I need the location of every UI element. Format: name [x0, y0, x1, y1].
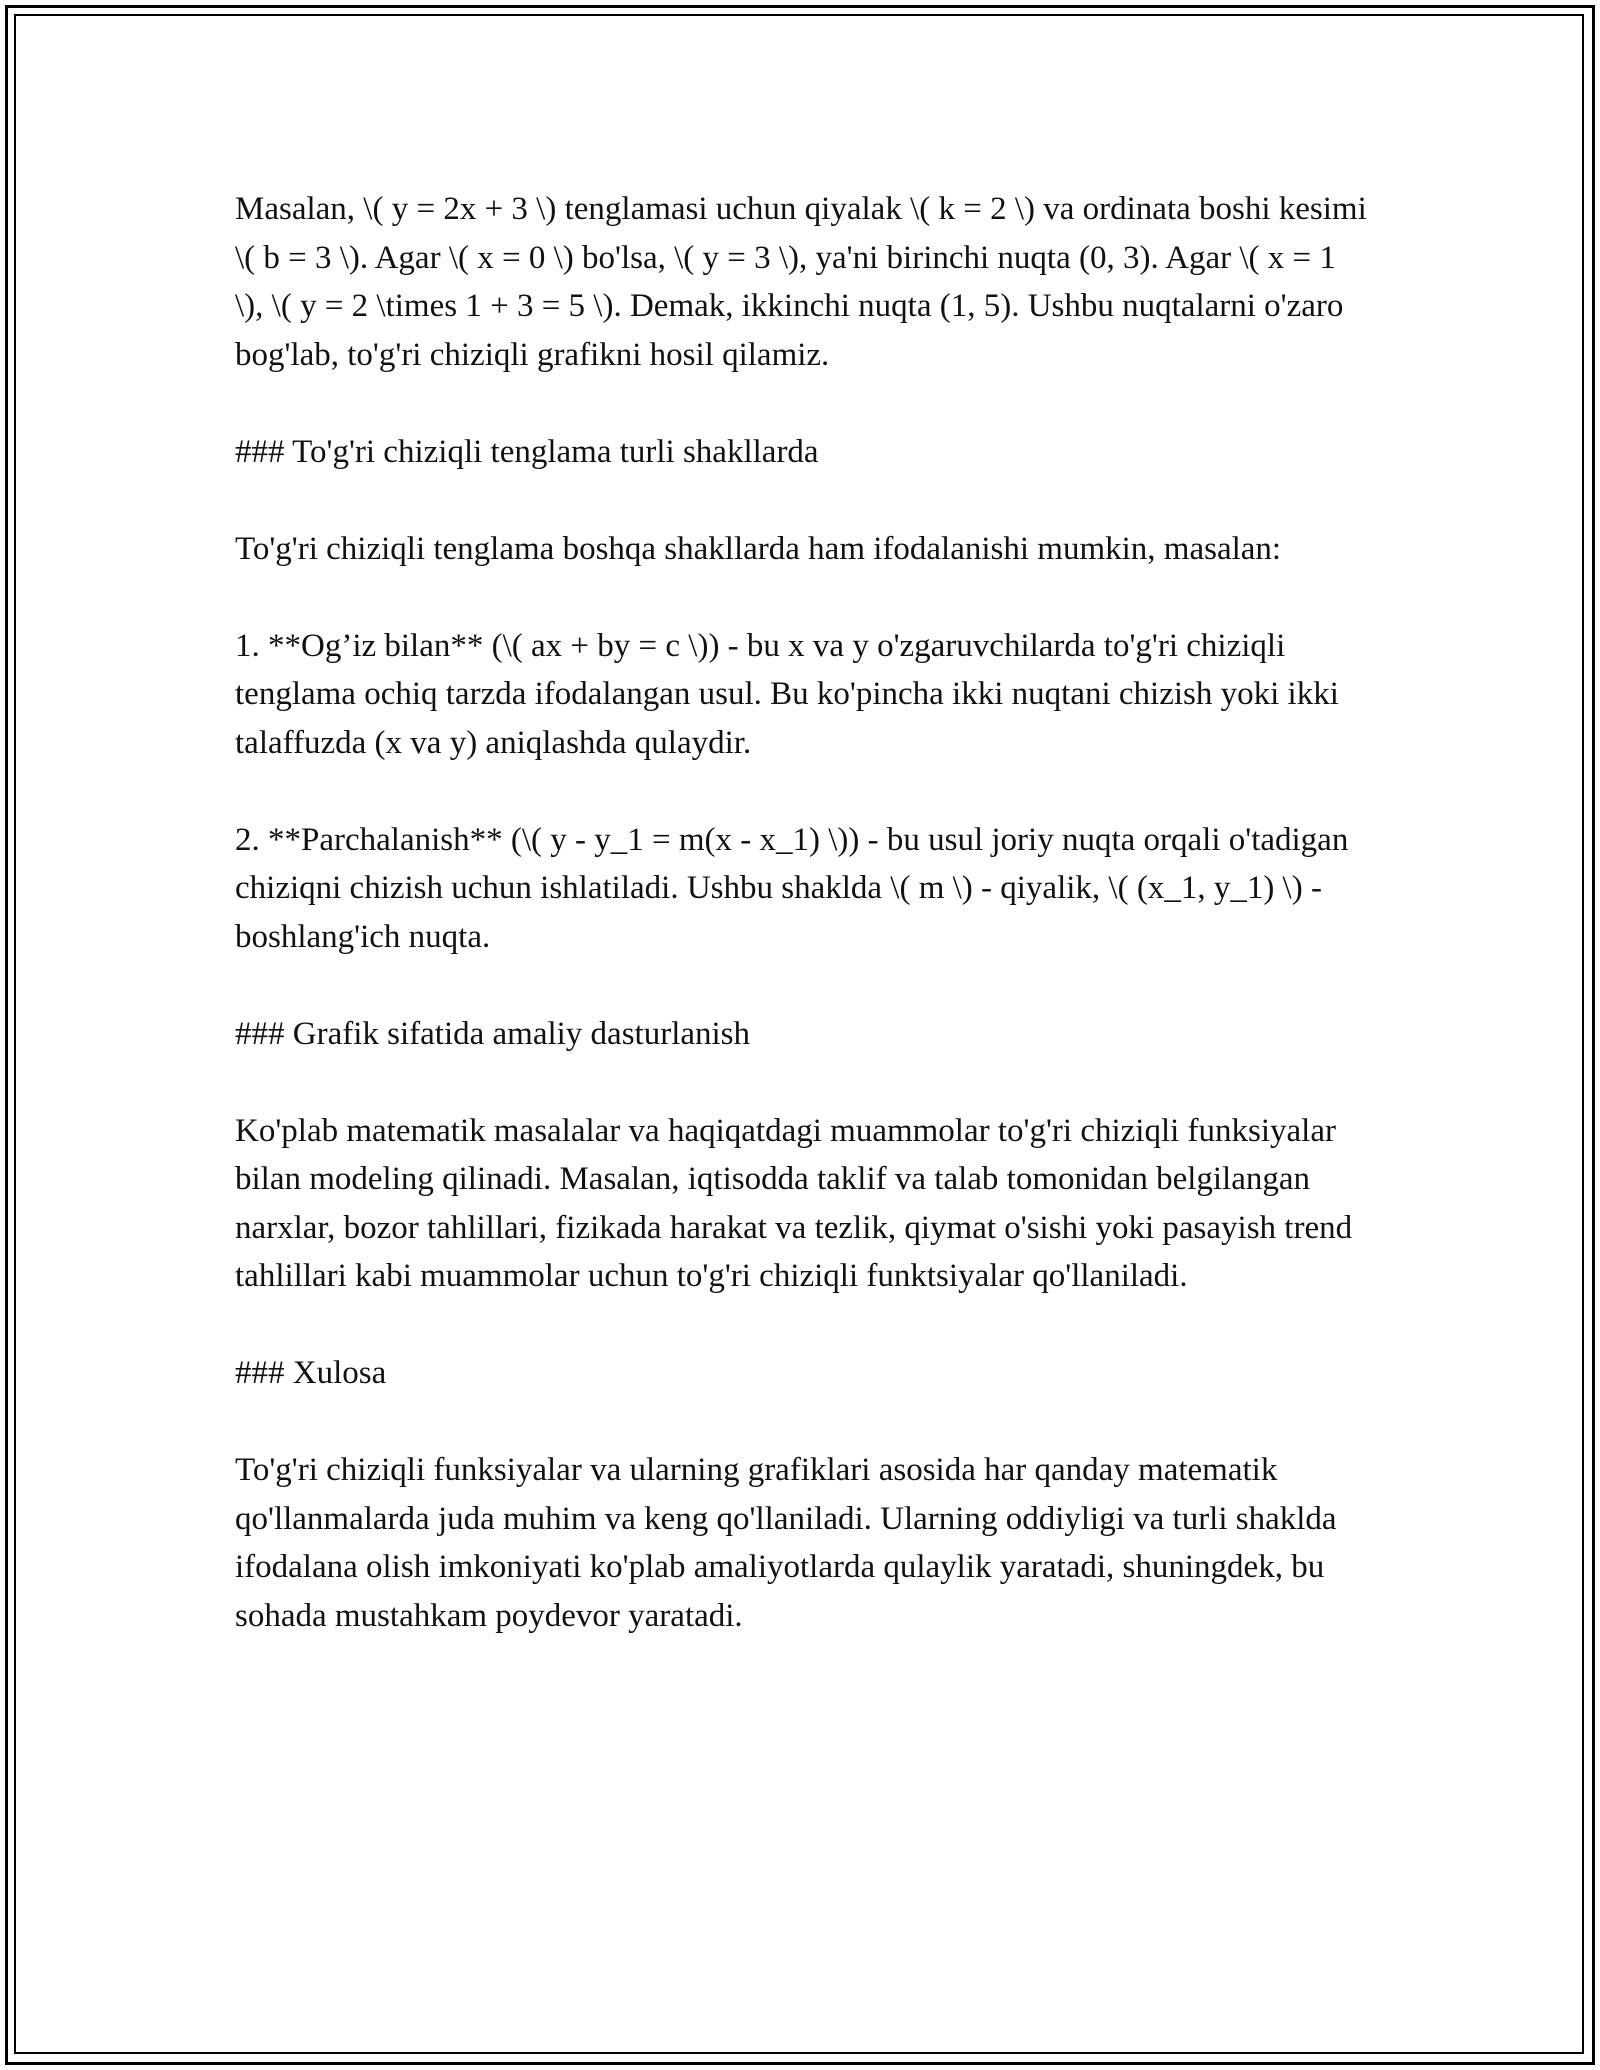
heading-equation-forms: ### To'g'ri chiziqli tenglama turli shakllarda: [235, 433, 819, 470]
list-item-general-form: 1. **Og’iz bilan** (\( ax + by = c \)) - bu x va y o'zgaruvchilarda to'g'ri chiziqli tenglama ochiq tarzda ifodalangan usul. Bu ko'pincha ikki nuqtani chizish yoki ikki talaffuzda (x va y) aniqlashda qulaydir.: [235, 627, 1339, 761]
heading-applications: ### Grafik sifatida amaliy dasturlanish: [235, 1015, 751, 1052]
list-item-point-slope-form: 2. **Parchalanish** (\( y - y_1 = m(x - x_1) \)) - bu usul joriy nuqta orqali o'tadigan chiziqni chizish uchun ishlatiladi. Ushbu shaklda \( m \) - qiyalik, \( (x_1, y_1) \) - boshlang'ich nuqta.: [235, 821, 1349, 955]
paragraph-forms-intro: To'g'ri chiziqli tenglama boshqa shakllarda ham ifodalanishi mumkin, masalan:: [235, 530, 1282, 567]
document-body: [235, 185, 1370, 1689]
heading-conclusion: ### Xulosa: [235, 1355, 387, 1391]
paragraph-applications: Ko'plab matematik masalalar va haqiqatdagi muammolar to'g'ri chiziqli funksiyalar bilan modeling qilinadi. Masalan, iqtisodda taklif va talab tomonidan belgilangan narxlar, bozor tahlillari, fizikada harakat va tezlik, qiymat o'sishi yoki pasayish trend tahlillari kabi muammolar uchun to'g'ri chiziqli funktsiyalar qo'llaniladi.: [235, 1112, 1353, 1294]
paragraph-conclusion: To'g'ri chiziqli funksiyalar va ularning grafiklari asosida har qanday matematik qo'llanmalarda juda muhim va keng qo'llaniladi. Ularning oddiyligi va turli shaklda ifodalana olish imkoniyati ko'plab amaliyotlarda qulaylik yaratadi, shuningdek, bu sohada mustahkam poydevor yaratadi.: [235, 1452, 1337, 1634]
paragraph-example-line: Masalan, \( y = 2x + 3 \) tenglamasi uchun qiyalak \( k = 2 \) va ordinata boshi kesimi \( b = 3 \). Agar \( x = 0 \) bo'lsa, \( y = 3 \), ya'ni birinchi nuqta (0, 3). Agar \( x = 1 \), \( y = 2 \times 1 + 3 = 5 \). Demak, ikkinchi nuqta (1, 5). Ushbu nuqtalarni o'zaro bog'lab, to'g'ri chiziqli grafikni hosil qilamiz.: [235, 191, 1367, 373]
